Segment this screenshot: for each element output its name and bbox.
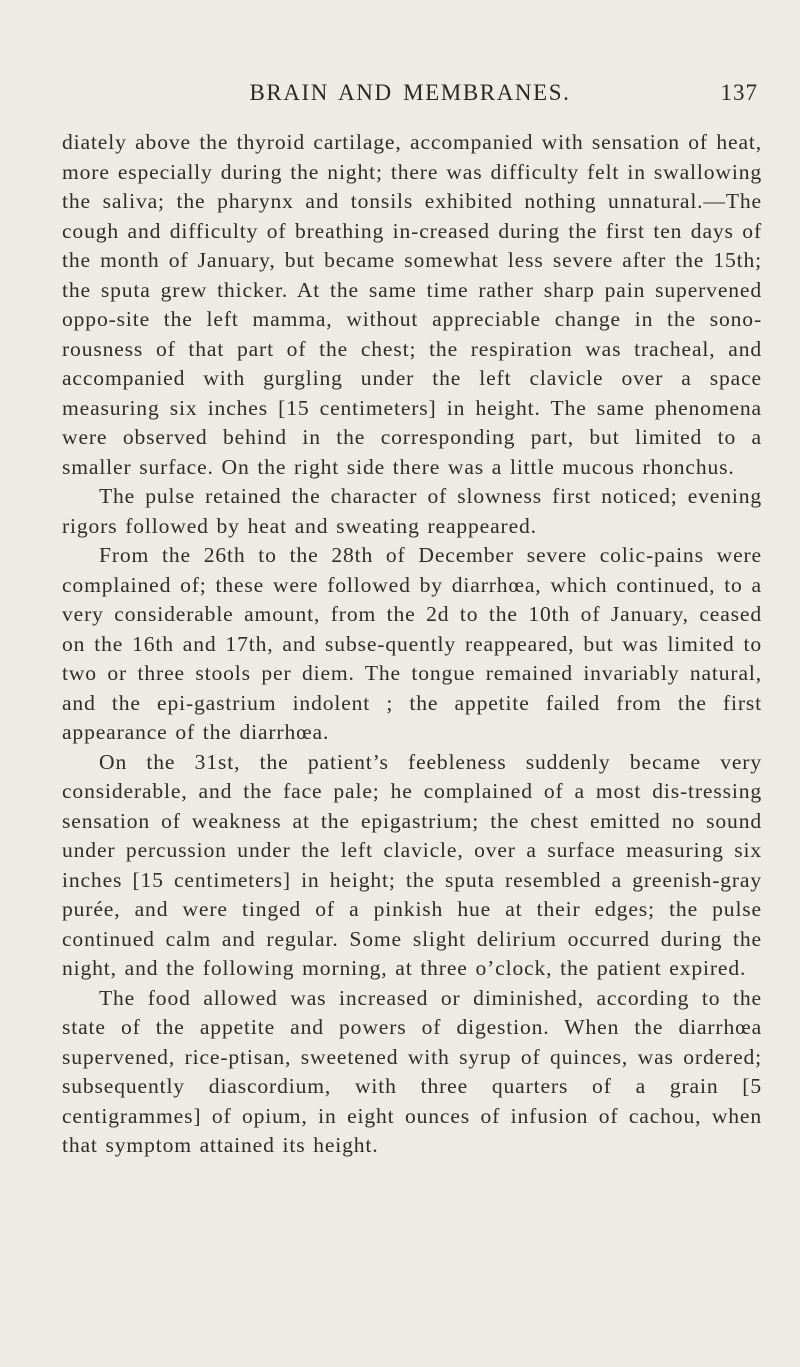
page-number: 137 — [720, 80, 758, 105]
running-head — [62, 80, 758, 114]
body-text — [62, 128, 762, 1161]
running-head-title: BRAIN AND MEMBRANES. — [249, 80, 571, 105]
paragraph-31st: On the 31st, the patient’s feebleness suddenly became very considerable, and the face pale; he complained of a most dis-tressing sensation of weakness at the epigastrium; the chest emitted no sound under percussion under the left clavicle, over a surface measuring six inches [15 centimeters] in height; the sputa resembled a greenish-gray purée, and were tinged of a pinkish hue at their edges; the pulse continued calm and regular. Some slight delirium occurred during the night, and the following morning, at three o’clock, the patient expired. — [62, 749, 762, 980]
paragraph-food: The food allowed was increased or diminished, according to the state of the appetite and powers of digestion. When the diarrhœa supervened, rice-ptisan, sweetened with syrup of quinces, was ordered; subsequently diascordium, with three quarters of a grain [5 centigrammes] of opium, in eight ounces of infusion of cachou, when that symptom attained its height. — [62, 985, 762, 1157]
paragraph-colic: From the 26th to the 28th of December severe colic-pains were complained of; these were followed by diarrhœa, which continued, to a very considerable amount, from the 2d to the 10th of January, ceased on the 16th and 17th, and subse-quently reappeared, but was limited to two or three stools per diem. The tongue remained invariably natural, and the epi-gastrium indolent ; the appetite failed from the first appearance of the diarrhœa. — [62, 543, 762, 744]
paragraph-continuation: diately above the thyroid cartilage, accompanied with sensation of heat, more especially during the night; there was difficulty felt in swallowing the saliva; the pharynx and tonsils exhibited nothing unnatural.—The cough and difficulty of breathing in-creased during the first ten days of the month of January, but became somewhat less severe after the 15th; the sputa grew thicker. At the same time rather sharp pain supervened oppo-site the left mamma, without appreciable change in the sono-rousness of that part of the chest; the respiration was tracheal, and accompanied with gurgling under the left clavicle over a space measuring six inches [15 centimeters] in height. The same phenomena were observed behind in the corresponding part, but limited to a smaller surface. On the right side there was a little mucous rhonchus. — [62, 130, 762, 479]
paragraph-pulse: The pulse retained the character of slowness first noticed; evening rigors followed by heat and sweating reappeared. — [62, 484, 762, 538]
